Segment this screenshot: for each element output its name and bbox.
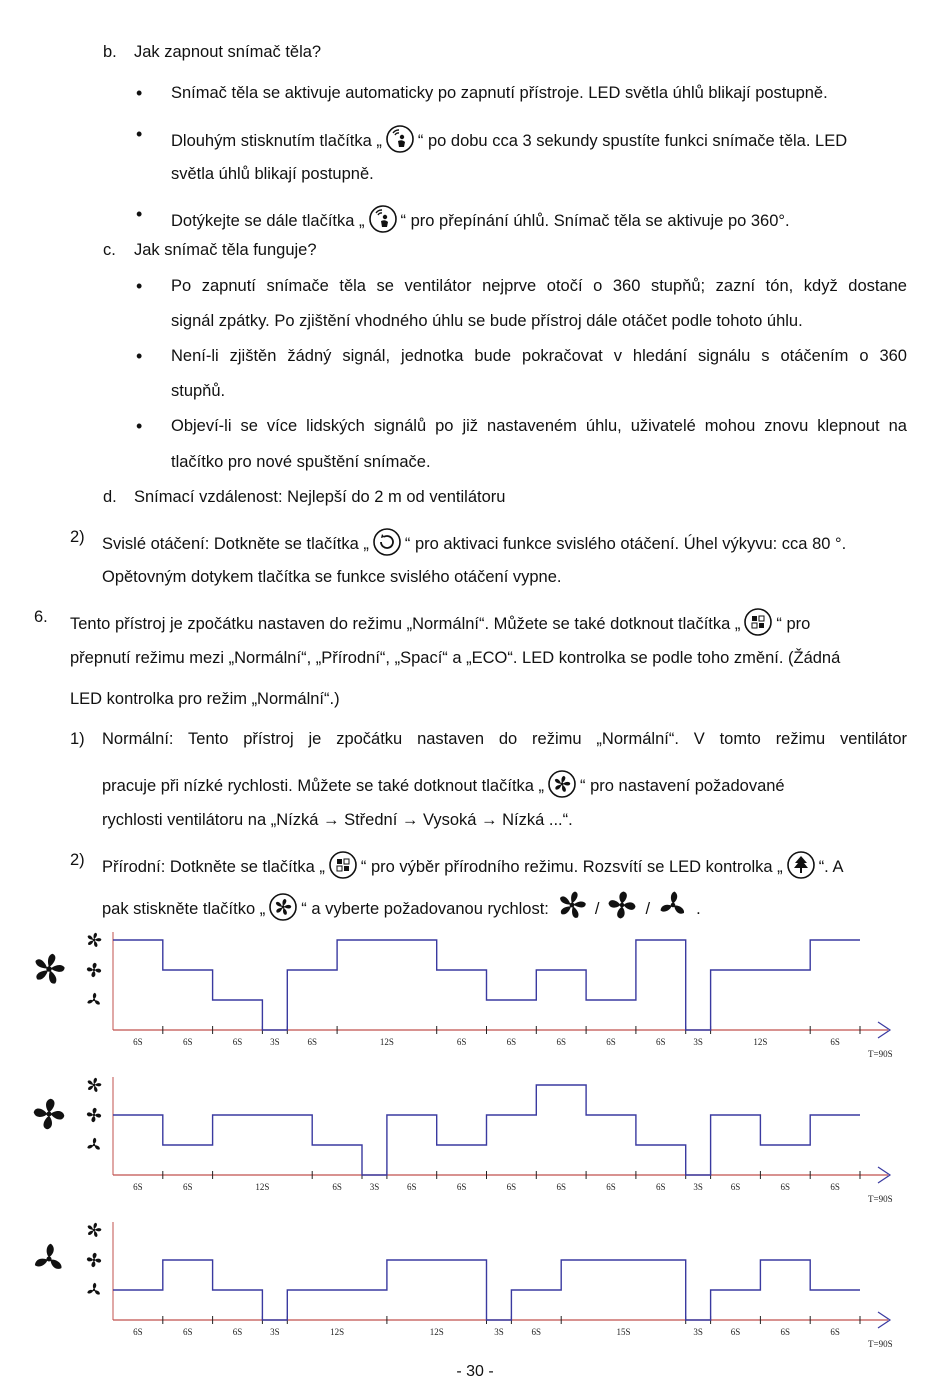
segment-duration-label: 6S — [606, 1037, 616, 1047]
medium-level-icon — [87, 1253, 101, 1267]
sub2-line2: pak stiskněte tlačítko „ “ a vyberte požadovanou rychlost: / / . — [102, 890, 701, 922]
high-level-icon — [87, 933, 102, 948]
section-d-marker: d. — [103, 488, 117, 506]
speed-separator: / — [645, 900, 651, 918]
item6-line1 — [70, 607, 810, 637]
bullet-c3-line2: tlačítko pro nové spuštění snímače. — [171, 453, 431, 471]
sub1-line2 — [102, 769, 785, 799]
speed-separator: / — [594, 900, 600, 918]
low-level-icon — [87, 1138, 101, 1151]
item2-cont: Opětovným dotykem tlačítka se funkce svislého otáčení vypne. — [102, 568, 562, 586]
segment-duration-label: 3S — [270, 1327, 280, 1337]
sub1-post: “ pro nastavení požadované — [580, 777, 785, 795]
section-b-title: Jak zapnout snímač těla? — [134, 43, 322, 61]
segment-duration-label: 6S — [656, 1182, 666, 1192]
segment-duration-label: 6S — [531, 1327, 542, 1337]
segment-duration-label: 6S — [506, 1037, 517, 1047]
bullet-b2-post: “ po dobu cca 3 sekundy spustíte funkci snímače těla. LED — [417, 132, 848, 150]
bullet-c3-line1: Objeví-li se více lidských signálů po již nastaveném úhlu, uživatelé mohou znovu klepnout na — [171, 417, 907, 435]
segment-duration-label: 3S — [693, 1182, 703, 1192]
segment-duration-label: 6S — [182, 1182, 193, 1192]
section-b-marker: b. — [103, 43, 117, 61]
nature-led-icon — [786, 850, 816, 880]
bullet-icon: • — [136, 416, 143, 436]
time-end-label: T=90S — [868, 1049, 893, 1059]
segment-duration-label: 6S — [133, 1182, 143, 1192]
bullet-b1-text: Snímač těla se aktivuje automaticky po zapnutí přístroje. LED světla úhlů blikají postupně. — [171, 84, 828, 102]
section-c-title: Jak snímač těla funguje? — [134, 241, 317, 259]
mode-icon — [328, 850, 358, 880]
bullet-c1-line1: Po zapnutí snímače těla se ventilátor nejprve otočí o 360 stupňů; zazní tón, když dostane — [171, 277, 907, 295]
bullet-icon: • — [136, 124, 143, 144]
time-end-label: T=90S — [868, 1339, 893, 1349]
segment-duration-label: 6S — [830, 1327, 840, 1337]
sub1-pre: pracuje při nízké rychlosti. Můžete se také dotknout tlačítka „ — [102, 777, 545, 795]
bullet-c2-line1: Není-li zjištěn žádný signál, jednotka bude pokračovat v hledání signálu s otáčením o 360 — [171, 347, 907, 365]
segment-duration-label: 6S — [506, 1182, 517, 1192]
segment-duration-label: 6S — [606, 1182, 616, 1192]
bullet-c1-line2: signál zpátky. Po zjištění vhodného úhlu se bude přístroj dále otáčet podle tohoto úhlu. — [171, 312, 803, 330]
speed-step-line — [113, 1085, 860, 1175]
segment-duration-label: 3S — [369, 1182, 380, 1192]
time-end-label: T=90S — [868, 1194, 893, 1204]
segment-duration-label: 12S — [255, 1182, 270, 1192]
segment-duration-label: 6S — [456, 1037, 467, 1047]
segment-duration-label: 6S — [730, 1182, 741, 1192]
segment-duration-label: 6S — [780, 1327, 791, 1337]
segment-duration-label: 6S — [232, 1327, 243, 1337]
sub2-pre: Přírodní: Dotkněte se tlačítka „ — [102, 858, 325, 876]
segment-duration-label: 12S — [429, 1327, 444, 1337]
bullet-b3-post: “ pro přepínání úhlů. Snímač těla se aktivuje po 360°. — [400, 212, 790, 230]
speed-step-line — [113, 1260, 860, 1320]
item6-marker: 6. — [34, 608, 48, 626]
segment-duration-label: 6S — [556, 1182, 566, 1192]
segment-duration-label: 6S — [133, 1327, 143, 1337]
bullet-icon: • — [136, 346, 143, 366]
section-c-marker: c. — [103, 241, 116, 259]
bullet-b2-line — [171, 124, 847, 154]
bullet-c2-line2: stupňů. — [171, 382, 226, 400]
low-speed-fan-icon — [33, 1244, 63, 1271]
segment-duration-label: 6S — [556, 1037, 566, 1047]
sub1-marker: 1) — [70, 730, 85, 748]
segment-duration-label: 3S — [270, 1037, 280, 1047]
segment-duration-label: 3S — [693, 1037, 703, 1047]
sub1-line3: rychlosti ventilátoru na „Nízká → Střední → Vysoká → Nízká ...“. — [102, 811, 573, 829]
medium-speed-fan-icon — [34, 1099, 65, 1130]
sub2-b-post: “ a vyberte požadovanou rychlost: — [301, 900, 549, 918]
segment-duration-label: 6S — [730, 1327, 741, 1337]
bullet-icon: • — [136, 83, 143, 103]
page-number: - 30 - — [456, 1363, 494, 1380]
item6-post: “ pro — [776, 615, 811, 633]
body-sensor-icon — [385, 124, 415, 154]
segment-duration-label: 6S — [407, 1182, 417, 1192]
high-speed-fan-icon — [34, 954, 65, 985]
item2-pre: Svislé otáčení: Dotkněte se tlačítka „ — [102, 535, 369, 553]
item6-pre: Tento přístroj je zpočátku nastaven do režimu „Normální“. Můžete se také dotknout tlačítka „ — [70, 615, 741, 633]
segment-duration-label: 12S — [753, 1037, 768, 1047]
segment-duration-label: 12S — [330, 1327, 345, 1337]
sub2-post: “. A — [818, 858, 844, 876]
bullet-b3-line — [171, 204, 790, 234]
item2-line1 — [102, 527, 846, 557]
low-level-icon — [87, 1283, 101, 1296]
sub2-line1 — [102, 850, 843, 880]
low-level-icon — [87, 993, 101, 1006]
segment-duration-label: 6S — [332, 1182, 342, 1192]
item2-post: “ pro aktivaci funkce svislého otáčení. Úhel výkyvu: cca 80 °. — [404, 535, 847, 553]
sub1-line1: Normální: Tento přístroj je zpočátku nastaven do režimu „Normální“. V tomto režimu ventilátor — [102, 730, 907, 748]
sub2-b-pre: pak stiskněte tlačítko „ — [102, 900, 266, 918]
bullet-icon: • — [136, 276, 143, 296]
item2-marker: 2) — [70, 528, 85, 546]
item6-line2: přepnutí režimu mezi „Normální“, „Přírodní“, „Spací“ a „ECO“. LED kontrolka se podle toho změní. (Žádná — [70, 649, 841, 667]
segment-duration-label: 6S — [780, 1182, 791, 1192]
segment-duration-label: 3S — [494, 1327, 504, 1337]
segment-duration-label: 6S — [656, 1037, 666, 1047]
segment-duration-label: 6S — [133, 1037, 143, 1047]
high-level-icon — [87, 1078, 102, 1093]
bullet-b2-cont: světla úhlů blikají postupně. — [171, 165, 374, 183]
high-level-icon — [87, 1223, 102, 1238]
section-d-text: Snímací vzdálenost: Nejlepší do 2 m od ventilátoru — [134, 488, 506, 506]
segment-duration-label: 6S — [182, 1037, 193, 1047]
segment-duration-label: 6S — [232, 1037, 243, 1047]
segment-duration-label: 6S — [830, 1182, 840, 1192]
fan-speed-icon — [547, 769, 577, 799]
sub2-marker: 2) — [70, 851, 85, 869]
segment-duration-label: 12S — [379, 1037, 394, 1047]
bullet-icon: • — [136, 204, 143, 224]
bullet-b2-pre: Dlouhým stisknutím tlačítka „ — [171, 132, 382, 150]
medium-level-icon — [87, 963, 101, 977]
segment-duration-label: 6S — [307, 1037, 317, 1047]
segment-duration-label: 6S — [830, 1037, 840, 1047]
medium-level-icon — [87, 1108, 101, 1122]
bullet-b3-pre: Dotýkejte se dále tlačítka „ — [171, 212, 365, 230]
vertical-swing-icon — [372, 527, 402, 557]
segment-duration-label: 15S — [616, 1327, 631, 1337]
natural-mode-speed-charts — [0, 910, 950, 1360]
segment-duration-label: 6S — [182, 1327, 193, 1337]
segment-duration-label: 6S — [456, 1182, 467, 1192]
body-sensor-icon — [368, 204, 398, 234]
item6-line3: LED kontrolka pro režim „Normální“.) — [70, 690, 340, 708]
mode-icon — [743, 607, 773, 637]
speed-step-line — [113, 940, 860, 1030]
segment-duration-label: 3S — [693, 1327, 703, 1337]
sub2-mid: “ pro výběr přírodního režimu. Rozsvítí se LED kontrolka „ — [360, 858, 783, 876]
